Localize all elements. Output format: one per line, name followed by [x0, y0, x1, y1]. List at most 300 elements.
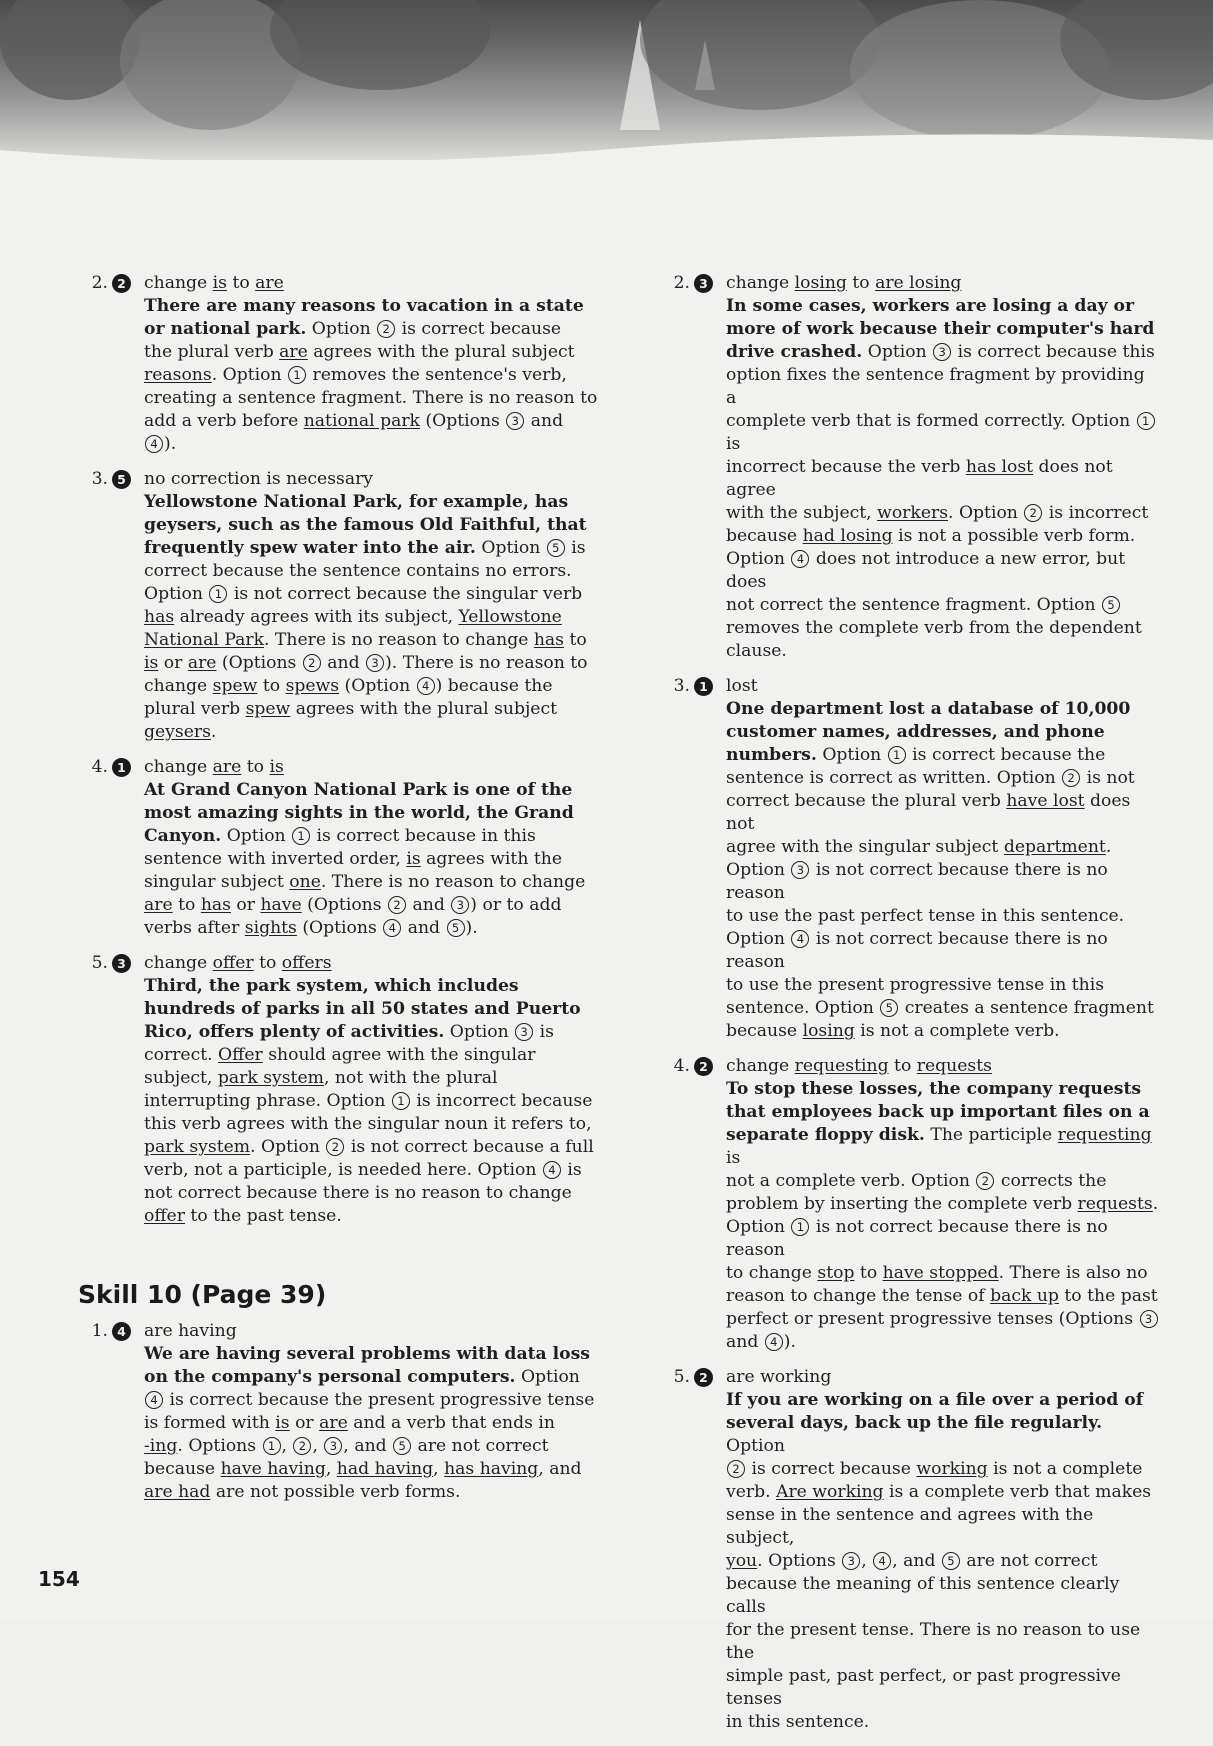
option-circle: 5	[942, 1552, 960, 1570]
text-segment: correct.	[144, 1045, 219, 1065]
underlined-word: national park	[303, 411, 420, 431]
section-heading: Skill 10 (Page 39)	[78, 1280, 327, 1309]
text-segment: removes the sentence's verb,	[307, 365, 567, 385]
underlined-word: geysers	[144, 722, 211, 742]
text-segment: to	[253, 953, 282, 973]
text-segment: ) or to add	[470, 895, 562, 915]
text-line	[726, 640, 1160, 663]
text-line	[726, 1389, 1160, 1412]
item-number: 3.	[673, 676, 690, 696]
text-segment: to change	[726, 1263, 818, 1283]
text-segment: correct because the sentence contains no errors.	[144, 561, 572, 581]
text-segment: Option	[444, 1022, 515, 1042]
text-line	[726, 1504, 1160, 1550]
option-circle: 4	[145, 435, 163, 453]
option-circle: 4	[791, 930, 809, 948]
text-line	[726, 698, 1160, 721]
answer-item	[78, 468, 598, 744]
bold-sentence: customer names, addresses, and phone	[726, 722, 1105, 742]
text-segment: is incorrect because	[410, 1091, 593, 1111]
text-segment: is not correct because the singular verb	[228, 584, 583, 604]
bold-sentence: If you are working on a file over a period of	[726, 1390, 1144, 1410]
text-line	[144, 802, 598, 825]
option-circle: 1	[288, 366, 306, 384]
bold-sentence: separate floppy disk.	[726, 1125, 925, 1145]
text-segment: to	[172, 895, 201, 915]
underlined-word: spews	[285, 676, 340, 696]
text-segment: creating a sentence fragment. There is no reason to	[144, 388, 598, 408]
underlined-word: has	[200, 895, 231, 915]
page-number: 154	[38, 1567, 80, 1591]
item-number: 4.	[673, 1056, 690, 1076]
text-segment: are not correct	[412, 1436, 549, 1456]
answer-item	[660, 675, 1160, 1043]
text-line	[144, 1205, 598, 1228]
text-line	[726, 1550, 1160, 1573]
text-line	[144, 1182, 598, 1205]
text-segment: or	[158, 653, 188, 673]
text-segment: . Option	[948, 503, 1024, 523]
text-line	[144, 698, 598, 721]
underlined-word: sights	[244, 918, 297, 938]
underlined-word: one	[289, 872, 321, 892]
text-segment: to	[241, 757, 270, 777]
text-line	[144, 1366, 598, 1389]
text-line	[144, 1021, 598, 1044]
left-column	[78, 272, 598, 1240]
text-segment: is	[534, 1022, 554, 1042]
text-segment: Option	[726, 860, 791, 880]
text-segment: sentence. Option	[726, 998, 880, 1018]
text-segment: add a verb before	[144, 411, 304, 431]
text-segment: does not	[726, 791, 1131, 834]
text-line	[144, 364, 598, 387]
underlined-word: offer	[212, 953, 254, 973]
text-segment: and	[321, 653, 366, 673]
answer-badge: 2	[112, 274, 131, 293]
text-line	[726, 617, 1160, 640]
text-segment: option fixes the sentence fragment by providing a	[726, 365, 1145, 408]
option-circle: 2	[1062, 769, 1080, 787]
text-line	[726, 502, 1160, 525]
underlined-word: have lost	[1006, 791, 1085, 811]
option-circle: 1	[791, 1218, 809, 1236]
underlined-word: is	[144, 653, 159, 673]
text-segment: change	[144, 676, 213, 696]
text-segment: Option	[475, 538, 546, 558]
text-segment: complete verb that is formed correctly. Option	[726, 411, 1136, 431]
text-segment: is correct because this	[952, 342, 1155, 362]
option-circle: 1	[392, 1092, 410, 1110]
answer-badge: 5	[112, 470, 131, 489]
underlined-word: is	[275, 1413, 290, 1433]
option-circle: 5	[547, 539, 565, 557]
option-circle: 3	[1140, 1310, 1158, 1328]
option-circle: 2	[976, 1172, 994, 1190]
text-segment: . Option	[211, 365, 288, 385]
underlined-word: offers	[281, 953, 332, 973]
text-line	[144, 1044, 598, 1067]
text-segment: or	[230, 895, 261, 915]
underlined-word: park system	[144, 1137, 251, 1157]
underlined-word: requesting	[1057, 1125, 1152, 1145]
text-segment: is not	[1081, 768, 1135, 788]
text-segment: is correct because	[746, 1459, 917, 1479]
text-segment: lost	[726, 676, 758, 696]
text-line	[726, 1366, 1160, 1389]
answer-item	[660, 272, 1160, 663]
underlined-word: has	[144, 607, 175, 627]
underlined-word: are	[187, 653, 217, 673]
bold-sentence: Third, the park system, which includes	[144, 976, 519, 996]
answer-item	[78, 952, 598, 1228]
option-circle: 3	[506, 412, 524, 430]
text-segment: . There is no reason to change	[320, 872, 586, 892]
bold-sentence: Rico, offers plenty of activities.	[144, 1022, 445, 1042]
text-segment: correct because the plural verb	[726, 791, 1007, 811]
text-segment: , and	[892, 1551, 941, 1571]
bold-sentence: There are many reasons to vacation in a state	[144, 296, 584, 316]
text-line	[144, 1435, 598, 1458]
underlined-word: spew	[245, 699, 291, 719]
text-line	[726, 721, 1160, 744]
underlined-word: department	[1003, 837, 1106, 857]
text-line	[726, 905, 1160, 928]
underlined-word: you	[726, 1551, 758, 1571]
text-line	[144, 779, 598, 802]
underlined-word: have stopped	[882, 1263, 999, 1283]
text-line	[144, 1481, 598, 1504]
underlined-word: workers	[877, 503, 949, 523]
underlined-word: have having	[220, 1459, 326, 1479]
text-line	[726, 548, 1160, 594]
bold-sentence: At Grand Canyon National Park is one of the	[144, 780, 573, 800]
text-segment: . There is no reason to change	[264, 630, 534, 650]
text-line	[726, 1412, 1160, 1458]
text-segment: because	[726, 526, 803, 546]
text-segment: agrees with the	[420, 849, 563, 869]
text-line	[726, 1101, 1160, 1124]
text-line	[726, 1193, 1160, 1216]
option-circle: 1	[1137, 412, 1155, 430]
text-line	[726, 1170, 1160, 1193]
text-segment: is incorrect	[1043, 503, 1149, 523]
option-circle: 3	[842, 1552, 860, 1570]
answer-badge: 2	[694, 1368, 713, 1387]
text-line	[144, 272, 598, 295]
text-segment: because	[144, 1459, 221, 1479]
text-segment: ,	[861, 1551, 873, 1571]
underlined-word: are	[279, 342, 308, 362]
text-line	[726, 1285, 1160, 1308]
option-circle: 4	[383, 919, 401, 937]
option-circle: 2	[293, 1437, 311, 1455]
answer-badge: 4	[112, 1322, 131, 1341]
underlined-word: spew	[212, 676, 258, 696]
text-segment: agrees with the plural subject	[290, 699, 558, 719]
text-segment: problem by inserting the complete verb	[726, 1194, 1078, 1214]
text-segment: , not with the plural	[323, 1068, 498, 1088]
right-column	[660, 272, 1160, 1746]
text-segment: . Option	[250, 1137, 326, 1157]
option-circle: 1	[292, 827, 310, 845]
answer-badge: 3	[112, 954, 131, 973]
underlined-word: -ing	[144, 1436, 178, 1456]
item-number: 4.	[91, 757, 108, 777]
text-segment: agrees with the plural subject	[307, 342, 575, 362]
underlined-word: are	[255, 273, 284, 293]
underlined-word: is	[212, 273, 227, 293]
text-segment: verb, not a participle, is needed here. Option	[144, 1160, 542, 1180]
bold-sentence: Yellowstone National Park, for example, has	[144, 492, 569, 512]
text-segment: Option	[306, 319, 377, 339]
text-segment: to use the present progressive tense in this	[726, 975, 1105, 995]
underlined-word: is	[269, 757, 284, 777]
text-segment: is not correct because there is no reason	[726, 860, 1108, 903]
answer-badge: 3	[694, 274, 713, 293]
text-line	[144, 583, 598, 606]
text-line	[726, 928, 1160, 974]
text-segment: to	[888, 1056, 917, 1076]
text-segment: is	[565, 538, 586, 558]
underlined-word: are had	[144, 1482, 211, 1502]
option-circle: 4	[543, 1161, 561, 1179]
text-line	[144, 894, 598, 917]
text-segment: are having	[144, 1321, 237, 1341]
underlined-word: has lost	[965, 457, 1034, 477]
text-line	[726, 1711, 1160, 1734]
answer-item	[78, 272, 598, 456]
text-segment: incorrect because the verb	[726, 457, 966, 477]
text-line	[726, 1331, 1160, 1354]
underlined-word: are	[144, 895, 173, 915]
text-line	[144, 1067, 598, 1090]
text-segment: . There is also no	[998, 1263, 1148, 1283]
text-segment: is not a complete	[987, 1459, 1143, 1479]
text-line	[726, 456, 1160, 502]
text-line	[144, 952, 598, 975]
text-segment: to use the past perfect tense in this sentence.	[726, 906, 1125, 926]
text-segment: .	[210, 722, 217, 742]
text-line	[144, 514, 598, 537]
underlined-word: losing	[802, 1021, 855, 1041]
underlined-word: park system	[217, 1068, 324, 1088]
text-line	[144, 1159, 598, 1182]
text-line	[144, 1090, 598, 1113]
text-segment: already agrees with its subject,	[174, 607, 459, 627]
text-segment: clause.	[726, 641, 787, 661]
text-line	[726, 790, 1160, 836]
underlined-word: losing	[794, 273, 847, 293]
text-segment: (Options	[296, 918, 383, 938]
text-segment: ). There is no reason to	[385, 653, 588, 673]
text-segment: is a complete verb that makes	[883, 1482, 1152, 1502]
underlined-word: has having	[444, 1459, 539, 1479]
option-circle: 2	[326, 1138, 344, 1156]
text-segment: is formed with	[144, 1413, 276, 1433]
text-segment: is	[561, 1160, 582, 1180]
text-segment: sense in the sentence and agrees with the subject,	[726, 1505, 1094, 1548]
text-segment: ).	[783, 1332, 796, 1352]
text-segment: plural verb	[144, 699, 246, 719]
answer-badge: 2	[694, 1057, 713, 1076]
text-segment: Option	[862, 342, 933, 362]
underlined-word: requesting	[794, 1056, 889, 1076]
text-segment: Option	[221, 826, 292, 846]
option-circle: 4	[873, 1552, 891, 1570]
text-segment: ) because the	[435, 676, 553, 696]
text-line	[726, 272, 1160, 295]
text-segment: Option	[144, 584, 209, 604]
underlined-word: are losing	[875, 273, 962, 293]
text-line	[726, 836, 1160, 859]
text-segment: perfect or present progressive tenses (Options	[726, 1309, 1139, 1329]
text-segment: corrects the	[995, 1171, 1107, 1191]
text-line	[726, 1078, 1160, 1101]
bold-sentence: In some cases, workers are losing a day or	[726, 296, 1135, 316]
text-segment: change	[726, 273, 795, 293]
text-line	[726, 1665, 1160, 1711]
option-circle: 4	[791, 550, 809, 568]
option-circle: 3	[324, 1437, 342, 1455]
item-number: 2.	[673, 273, 690, 293]
text-line	[144, 1320, 598, 1343]
text-segment: is not a possible verb form.	[892, 526, 1136, 546]
text-segment: verb.	[726, 1482, 777, 1502]
text-line	[726, 594, 1160, 617]
text-segment: for the present tense. There is no reason to use the	[726, 1620, 1141, 1663]
text-line	[144, 1136, 598, 1159]
text-line	[726, 767, 1160, 790]
option-circle: 3	[366, 654, 384, 672]
text-segment: to	[854, 1263, 883, 1283]
option-circle: 5	[1102, 596, 1120, 614]
option-circle: 3	[933, 343, 951, 361]
text-line	[144, 825, 598, 848]
text-segment: or	[289, 1413, 320, 1433]
text-segment: ).	[164, 434, 177, 454]
text-segment: interrupting phrase. Option	[144, 1091, 391, 1111]
text-line	[144, 675, 598, 698]
text-line	[144, 606, 598, 629]
text-line	[144, 491, 598, 514]
bold-sentence: To stop these losses, the company requests	[726, 1079, 1142, 1099]
text-segment: . Options	[757, 1551, 842, 1571]
option-circle: 2	[727, 1460, 745, 1478]
bold-sentence: hundreds of parks in all 50 states and Puerto	[144, 999, 581, 1019]
text-segment: simple past, past perfect, or past progressive tenses	[726, 1666, 1121, 1709]
underlined-word: had losing	[802, 526, 893, 546]
underlined-word: National Park	[144, 630, 264, 650]
text-line	[144, 975, 598, 998]
answer-item	[660, 1055, 1160, 1354]
text-line	[144, 629, 598, 652]
text-line	[144, 1113, 598, 1136]
text-line	[726, 1458, 1160, 1481]
text-segment: to	[846, 273, 876, 293]
text-line	[144, 318, 598, 341]
underlined-word: have	[260, 895, 302, 915]
text-segment: in this sentence.	[726, 1712, 870, 1732]
text-segment: subject,	[144, 1068, 218, 1088]
text-segment: not correct because there is no reason to change	[144, 1183, 572, 1203]
text-line	[726, 1619, 1160, 1665]
bold-sentence: on the company's personal computers.	[144, 1367, 516, 1387]
text-line	[726, 1481, 1160, 1504]
text-line	[144, 433, 598, 456]
option-circle: 4	[145, 1391, 163, 1409]
text-line	[726, 859, 1160, 905]
bold-sentence: more of work because their computer's hard	[726, 319, 1155, 339]
text-segment: because the meaning of this sentence clearly calls	[726, 1574, 1120, 1617]
underlined-word: Yellowstone	[458, 607, 562, 627]
text-segment: (Options	[216, 653, 302, 673]
bold-sentence: several days, back up the file regularly.	[726, 1413, 1103, 1433]
option-circle: 1	[263, 1437, 281, 1455]
text-segment: Option	[726, 1436, 785, 1456]
text-line	[726, 1055, 1160, 1078]
text-line	[144, 848, 598, 871]
text-line	[726, 997, 1160, 1020]
text-line	[144, 468, 598, 491]
text-line	[726, 974, 1160, 997]
bold-sentence: geysers, such as the famous Old Faithful, that	[144, 515, 587, 535]
option-circle: 2	[303, 654, 321, 672]
text-line	[144, 756, 598, 779]
text-segment: not a complete verb. Option	[726, 1171, 976, 1191]
text-segment: ,	[312, 1436, 324, 1456]
text-segment: and	[407, 895, 451, 915]
text-segment: is not correct because there is no reason	[726, 929, 1108, 972]
option-circle: 5	[447, 919, 465, 937]
text-line	[144, 871, 598, 894]
item-number: 1.	[91, 1321, 108, 1341]
bold-sentence: most amazing sights in the world, the Grand	[144, 803, 574, 823]
text-segment: , and	[343, 1436, 393, 1456]
item-number: 5.	[91, 953, 108, 973]
text-segment: change	[144, 273, 213, 293]
underlined-word: is	[406, 849, 421, 869]
option-circle: 3	[791, 861, 809, 879]
text-segment: are not possible verb forms.	[210, 1482, 461, 1502]
text-line	[726, 1308, 1160, 1331]
text-segment: and a verb that ends in	[347, 1413, 555, 1433]
bold-sentence: Canyon.	[144, 826, 222, 846]
option-circle: 2	[1024, 504, 1042, 522]
text-segment: because	[726, 1021, 803, 1041]
text-segment: Option	[816, 745, 887, 765]
underlined-word: requests	[916, 1056, 992, 1076]
text-segment: with the subject,	[726, 503, 878, 523]
option-circle: 4	[417, 677, 435, 695]
underlined-word: reasons	[144, 365, 212, 385]
text-segment: creates a sentence fragment	[899, 998, 1154, 1018]
text-line	[144, 537, 598, 560]
text-line	[726, 1020, 1160, 1043]
text-segment: should agree with the singular	[262, 1045, 536, 1065]
text-segment: change	[144, 953, 213, 973]
text-segment: reason to change the tense of	[726, 1286, 991, 1306]
text-line	[144, 998, 598, 1021]
text-segment: singular subject	[144, 872, 290, 892]
text-segment: is correct because the present progressive tense	[164, 1390, 595, 1410]
text-line	[726, 341, 1160, 364]
text-line	[144, 410, 598, 433]
text-line	[726, 295, 1160, 318]
text-segment: change	[726, 1056, 795, 1076]
text-line	[726, 364, 1160, 410]
option-circle: 5	[393, 1437, 411, 1455]
